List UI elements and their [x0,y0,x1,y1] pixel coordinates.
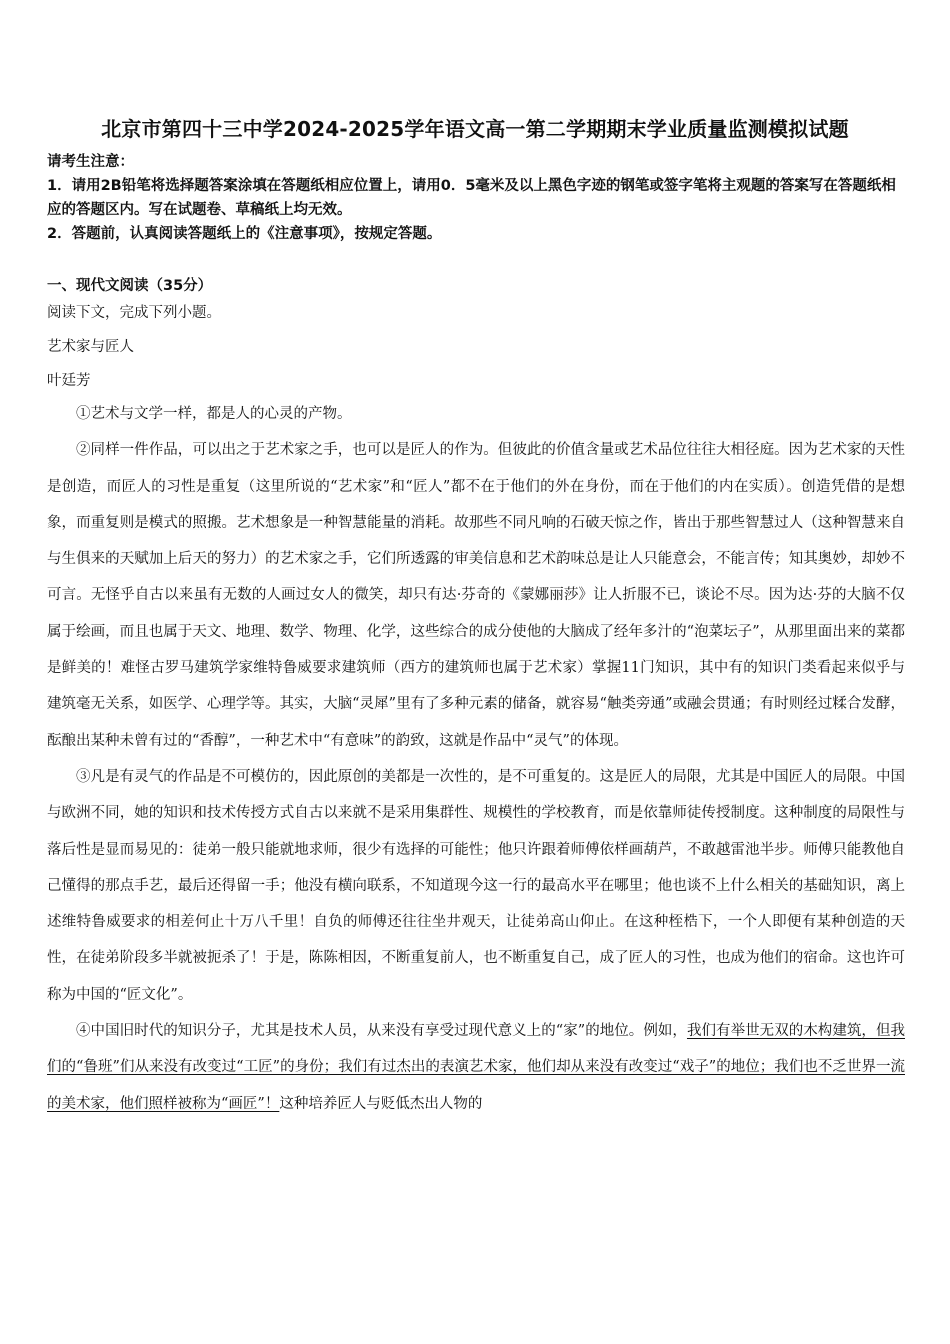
notice-item-1: 1．请用2B铅笔将选择题答案涂填在答题纸相应位置上，请用0．5毫米及以上黑色字迹的钢笔或签字笔将主观题的答案写在答题纸相应的答题区内。写在试题卷、草稿纸上均无效。 [47,178,896,218]
paragraph-4-tail: 这种培养匠人与贬低杰出人物的 [279,1095,483,1112]
article-body [47,396,905,1122]
article-title: 艺术家与匠人 [47,339,134,355]
article-author: 叶廷芳 [47,373,91,389]
notice-heading: 请考生注意： [47,154,134,170]
section-heading: 一、现代文阅读（35分） [47,278,213,294]
paragraph-1: ①艺术与文学一样，都是人的心灵的产物。 [76,406,352,422]
paragraph-4-lead: ④中国旧时代的知识分子，尤其是技术人员，从来没有享受过现代意义上的“家”的地位。例如， [76,1023,687,1040]
paragraph-2: ②同样一件作品，可以出之于艺术家之手，也可以是匠人的作为。但彼此的价值含量或艺术品位往往大相径庭。因为艺术家的天性是创造，而匠人的习性是重复（这里所说的“艺术家”和“匠人”都不在于他们的外在身份，而在于他们的内在实质）。创造凭借的是想象，而重复则是模式的照搬。艺术想象是一种智慧能量的消耗。故那些不同凡响的石破天惊之作，皆出于那些智慧过人（这种智慧来自与生俱来的天赋加上后天的努力）的艺术家之手，它们所透露的审美信息和艺术韵味总是让人只能意会，不能言传；知其奥妙，却妙不可言。无怪乎自古以来虽有无数的人画过女人的微笑，却只有达·芬奇的《蒙娜丽莎》让人折服不已，谈论不尽。因为达·芬的大脑不仅属于绘画，而且也属于天文、地理、数学、物理、化学，这些综合的成分使他的大脑成了经年多汁的“泡菜坛子”，从那里面出来的菜都是鲜美的！难怪古罗马建筑学家维特鲁威要求建筑师（西方的建筑师也属于艺术家）掌握11门知识，其中有的知识门类看起来似乎与建筑毫无关系，如医学、心理学等。其实，大脑“灵犀”里有了多种元素的储备，就容易“触类旁通”或融会贯通；有时则经过糅合发酵，酝酿出某种未曾有过的“香醇”，一种艺术中“有意味”的韵致，这就是作品中“灵气”的体现。 [47,442,905,749]
section-instruction: 阅读下文，完成下列小题。 [47,305,221,321]
paragraph-3: ③凡是有灵气的作品是不可模仿的，因此原创的美都是一次性的，是不可重复的。这是匠人的局限，尤其是中国匠人的局限。中国与欧洲不同，她的知识和技术传授方式自古以来就不是采用集群性、规模性的学校教育，而是依靠师徒传授制度。这种制度的局限性与落后性是显而易见的：徒弟一般只能就地求师，很少有选择的可能性；他只许跟着师傅依样画葫芦，不敢越雷池半步。师傅只能教他自己懂得的那点手艺，最后还得留一手；他没有横向联系，不知道现今这一行的最高水平在哪里；他也谈不上什么相关的基础知识，离上述维特鲁威要求的相差何止十万八千里！自负的师傅还往往坐井观天，让徒弟高山仰止。在这种桎梏下，一个人即便有某种创造的天性，在徒弟阶段多半就被扼杀了！于是，陈陈相因，不断重复前人，也不断重复自己，成了匠人的习性，也成为他们的宿命。这也许可称为中国的“匠文化”。 [47,768,905,1003]
exam-notice [47,150,907,246]
paragraph-4 [47,1013,905,1122]
exam-title: 北京市第四十三中学2024-2025学年语文高一第二学期期末学业质量监测模拟试题 [101,117,849,141]
notice-item-2: 2．答题前，认真阅读答题纸上的《注意事项》，按规定答题。 [47,226,442,242]
underlined-passage: 我们有举世无双的木构建筑，但我们的“鲁班”们从来没有改变过“工匠”的身份；我们有过杰出的表演艺术家，他们却从来没有改变过“戏子”的地位；我们也不乏世界一流的美术家，他们照样被称为“画匠”！ [47,1023,906,1112]
